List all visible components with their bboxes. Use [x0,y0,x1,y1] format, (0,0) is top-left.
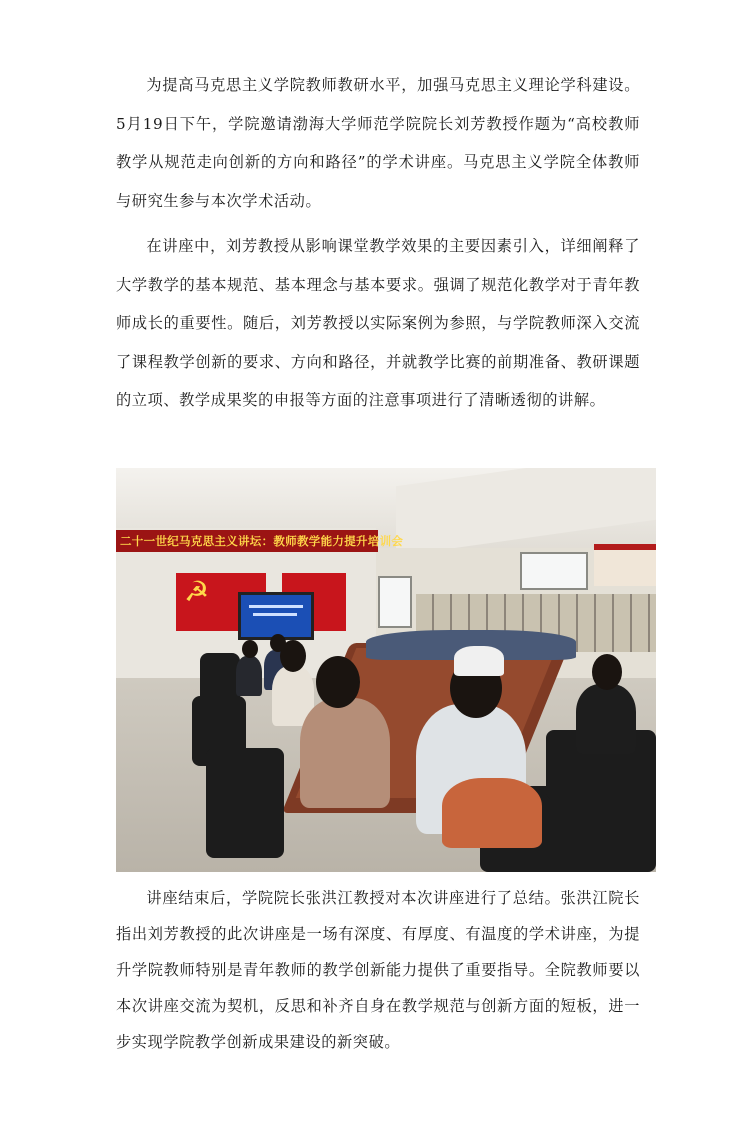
person-standing-back [454,646,504,676]
banner-text: 二十一世纪马克思主义讲坛：教师教学能力提升培训会 [120,534,404,548]
person-seated-1 [236,656,262,696]
lecture-photo [116,468,656,872]
paragraph-intro: 为提高马克思主义学院教师教研水平，加强马克思主义理论学科建设。5月19日下午，学院邀请渤海大学师范学院院长刘芳教授作题为“高校教师教学从规范走向创新的方向和路径”的学术讲座。马克思主义学院全体教师与研究生参与本次学术活动。 [116,76,640,210]
person-seated-4 [300,698,390,808]
photo-red-banner [116,530,404,552]
photo-window-left [378,576,412,628]
paragraph-lecture-content: 在讲座中，刘芳教授从影响课堂教学效果的主要因素引入，详细阐释了大学教学的基本规范、基本理念与基本要求。强调了规范化教学对于青年教师成长的重要性。随后，刘芳教授以实际案例为参照，与学院教师深入交流了课程教学创新的要求、方向和路径，并就教学比赛的前期准备、教研课题的立项、教学成果奖的申报等方面的注意事项进行了清晰透彻的讲解。 [116,237,640,409]
paragraph-summary: 讲座结束后，学院院长张洪江教授对本次讲座进行了总结。张洪江院长指出刘芳教授的此次讲座是一场有深度、有厚度、有温度的学术讲座，为提升学院教师特别是青年教师的教学创新能力提供了重要指导。全院教师要以本次讲座交流为契机，反思和补齐自身在教学规范与创新方面的短板，进一步实现学院教学创新成果建设的新突破。 [116,889,640,1051]
person-head-4 [316,656,360,708]
person-head-3 [280,640,306,672]
person-head-1 [242,640,258,658]
wall-poster [594,544,656,586]
person-seated-6 [442,778,542,848]
photo-window-right [520,552,588,590]
person-seated-7 [576,684,636,754]
person-head-7 [592,654,622,690]
presentation-screen [238,592,314,640]
chair-left-3 [206,748,284,858]
